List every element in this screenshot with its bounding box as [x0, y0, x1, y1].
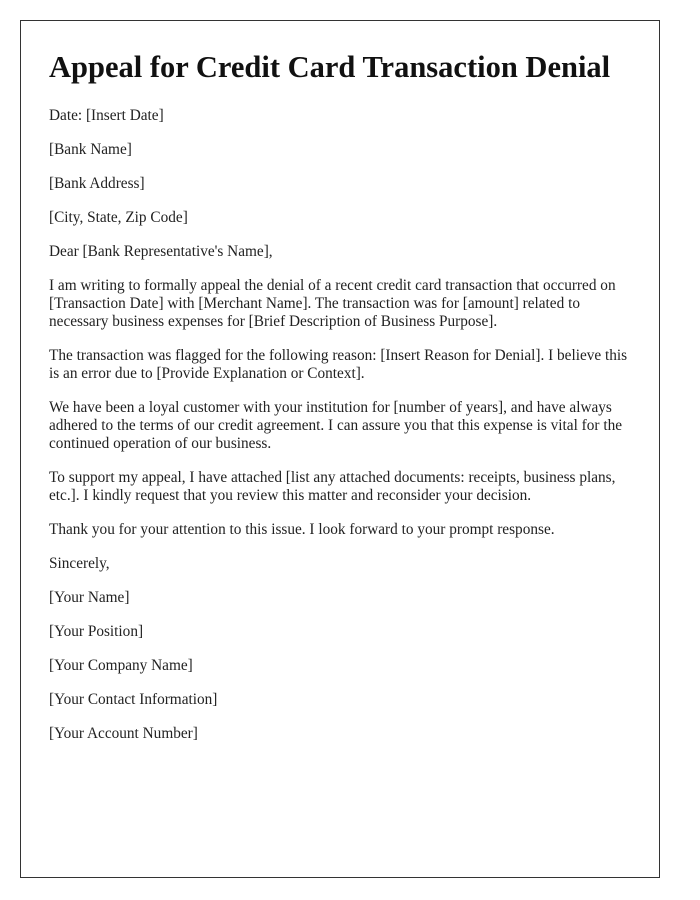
body-paragraph-1: I am writing to formally appeal the denial of a recent credit card transaction that occurred on [Transaction Date] with [Merchant Name]. The transaction was for [amount] related to necessary business expenses for [Brief Description of Business Purpose]. [49, 277, 616, 330]
letter-page [20, 20, 660, 878]
signature-contact: [Your Contact Information] [49, 691, 218, 708]
signature-position: [Your Position] [49, 623, 144, 640]
body-paragraph-3: We have been a loyal customer with your institution for [number of years], and have always adhered to the terms of our credit agreement. I can assure you that this expense is vital for the continued operation of our business. [49, 399, 623, 452]
bank-address: [Bank Address] [49, 175, 145, 192]
date-line: Date: [Insert Date] [49, 107, 164, 124]
body-paragraph-4: To support my appeal, I have attached [list any attached documents: receipts, business plans, etc.]. I kindly request that you review this matter and reconsider your decision. [49, 469, 616, 504]
salutation: Dear [Bank Representative's Name], [49, 243, 273, 260]
signature-name: [Your Name] [49, 589, 130, 606]
body-paragraph-2: The transaction was flagged for the following reason: [Insert Reason for Denial]. I believe this is an error due to [Provide Explanation or Context]. [49, 347, 628, 382]
body-paragraph-5: Thank you for your attention to this issue. I look forward to your prompt response. [49, 521, 555, 538]
letter-title: Appeal for Credit Card Transaction Denial [49, 50, 611, 84]
closing: Sincerely, [49, 555, 110, 572]
bank-name: [Bank Name] [49, 141, 132, 158]
signature-account-number: [Your Account Number] [49, 725, 198, 742]
signature-company: [Your Company Name] [49, 657, 193, 674]
city-state-zip: [City, State, Zip Code] [49, 209, 188, 226]
